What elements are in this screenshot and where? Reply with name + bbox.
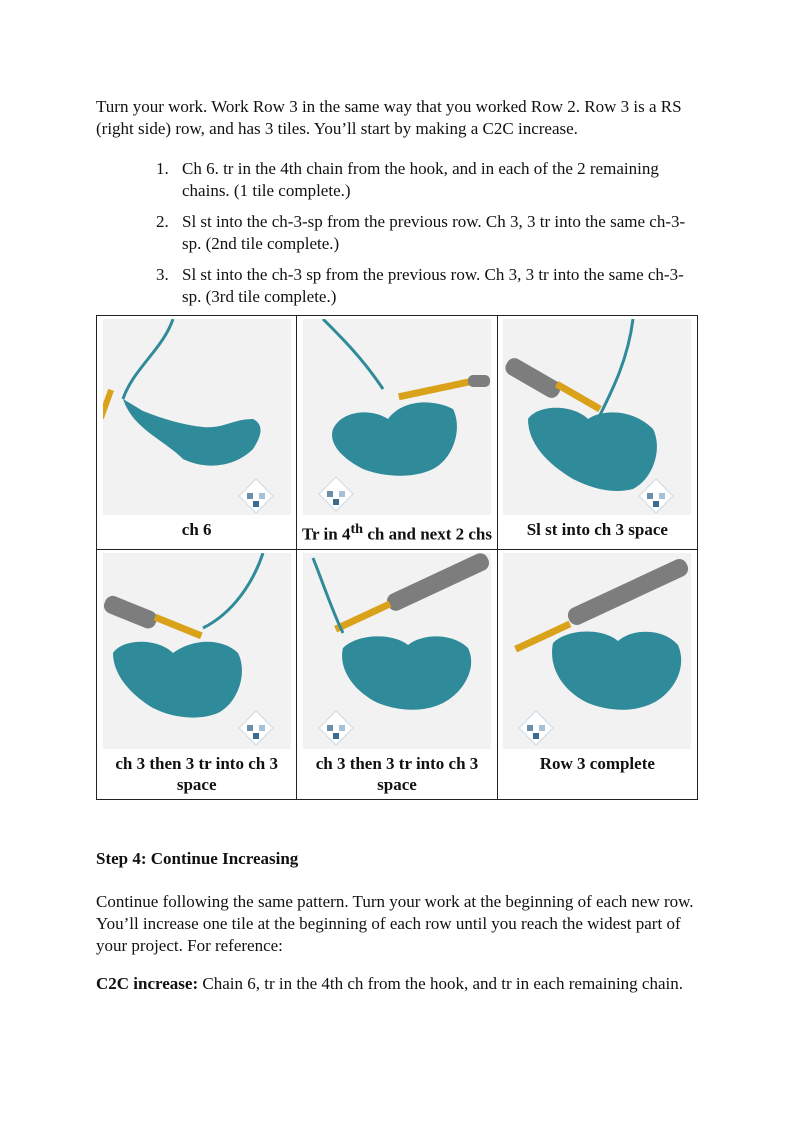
caption [297,515,496,549]
step-text: Sl st into the ch-3-sp from the previous row. Ch 3, 3 tr into the same ch-3-sp. (2nd tile complete.) [182,212,686,253]
caption: Sl st into ch 3 space [526,520,668,539]
photo-cell [497,316,697,550]
steps-list [156,158,701,317]
crochet-photo-slst [503,319,691,515]
step-text: Sl st into the ch-3 sp from the previous row. Ch 3, 3 tr into the same ch-3-sp. (3rd tile complete.) [182,265,684,306]
caption: ch 6 [181,520,212,539]
step4-paragraph: Continue following the same pattern. Turn your work at the beginning of each new row. You’ll increase one tile at the beginning of each row until you reach the widest part of your project. For reference: [96,892,694,955]
term-label: C2C increase: [96,974,199,993]
caption: ch 3 then 3 tr into ch 3 space [315,753,479,794]
photo-cell [97,549,297,799]
list-item [156,211,701,255]
photo-grid [96,315,698,800]
term-definition: Chain 6, tr in the 4th ch from the hook, and tr in each remaining chain. [198,974,683,993]
intro-paragraph: Turn your work. Work Row 3 in the same way that you worked Row 2. Row 3 is a RS (right side) row, and has 3 tiles. You’ll start by making a C2C increase. [96,97,682,138]
crochet-photo-tr [303,319,491,515]
step-number: 2. [156,212,169,231]
list-item [156,264,701,308]
crochet-photo-ch6 [103,319,291,515]
caption-part: ch and next 2 chs [363,524,492,544]
crochet-photo-row3 [503,553,691,749]
photo-cell [297,549,497,799]
photo-cell [297,316,497,550]
caption: ch 3 then 3 tr into ch 3 space [115,753,278,794]
caption-part: Tr in 4 [301,524,351,544]
step-text: Ch 6. tr in the 4th chain from the hook, and in each of the 2 remaining chains. (1 tile complete.) [182,159,659,200]
photo-cell [497,549,697,799]
crochet-photo-ch3-b [303,553,491,749]
section-heading: Step 4: Continue Increasing [96,849,299,868]
step-number: 3. [156,265,169,284]
list-item [156,158,701,202]
caption: Row 3 complete [539,753,655,773]
step-number: 1. [156,159,169,178]
caption-superscript: th [350,521,364,537]
photo-cell [97,316,297,550]
c2c-increase-paragraph [96,973,706,995]
crochet-photo-ch3-a [103,553,291,749]
